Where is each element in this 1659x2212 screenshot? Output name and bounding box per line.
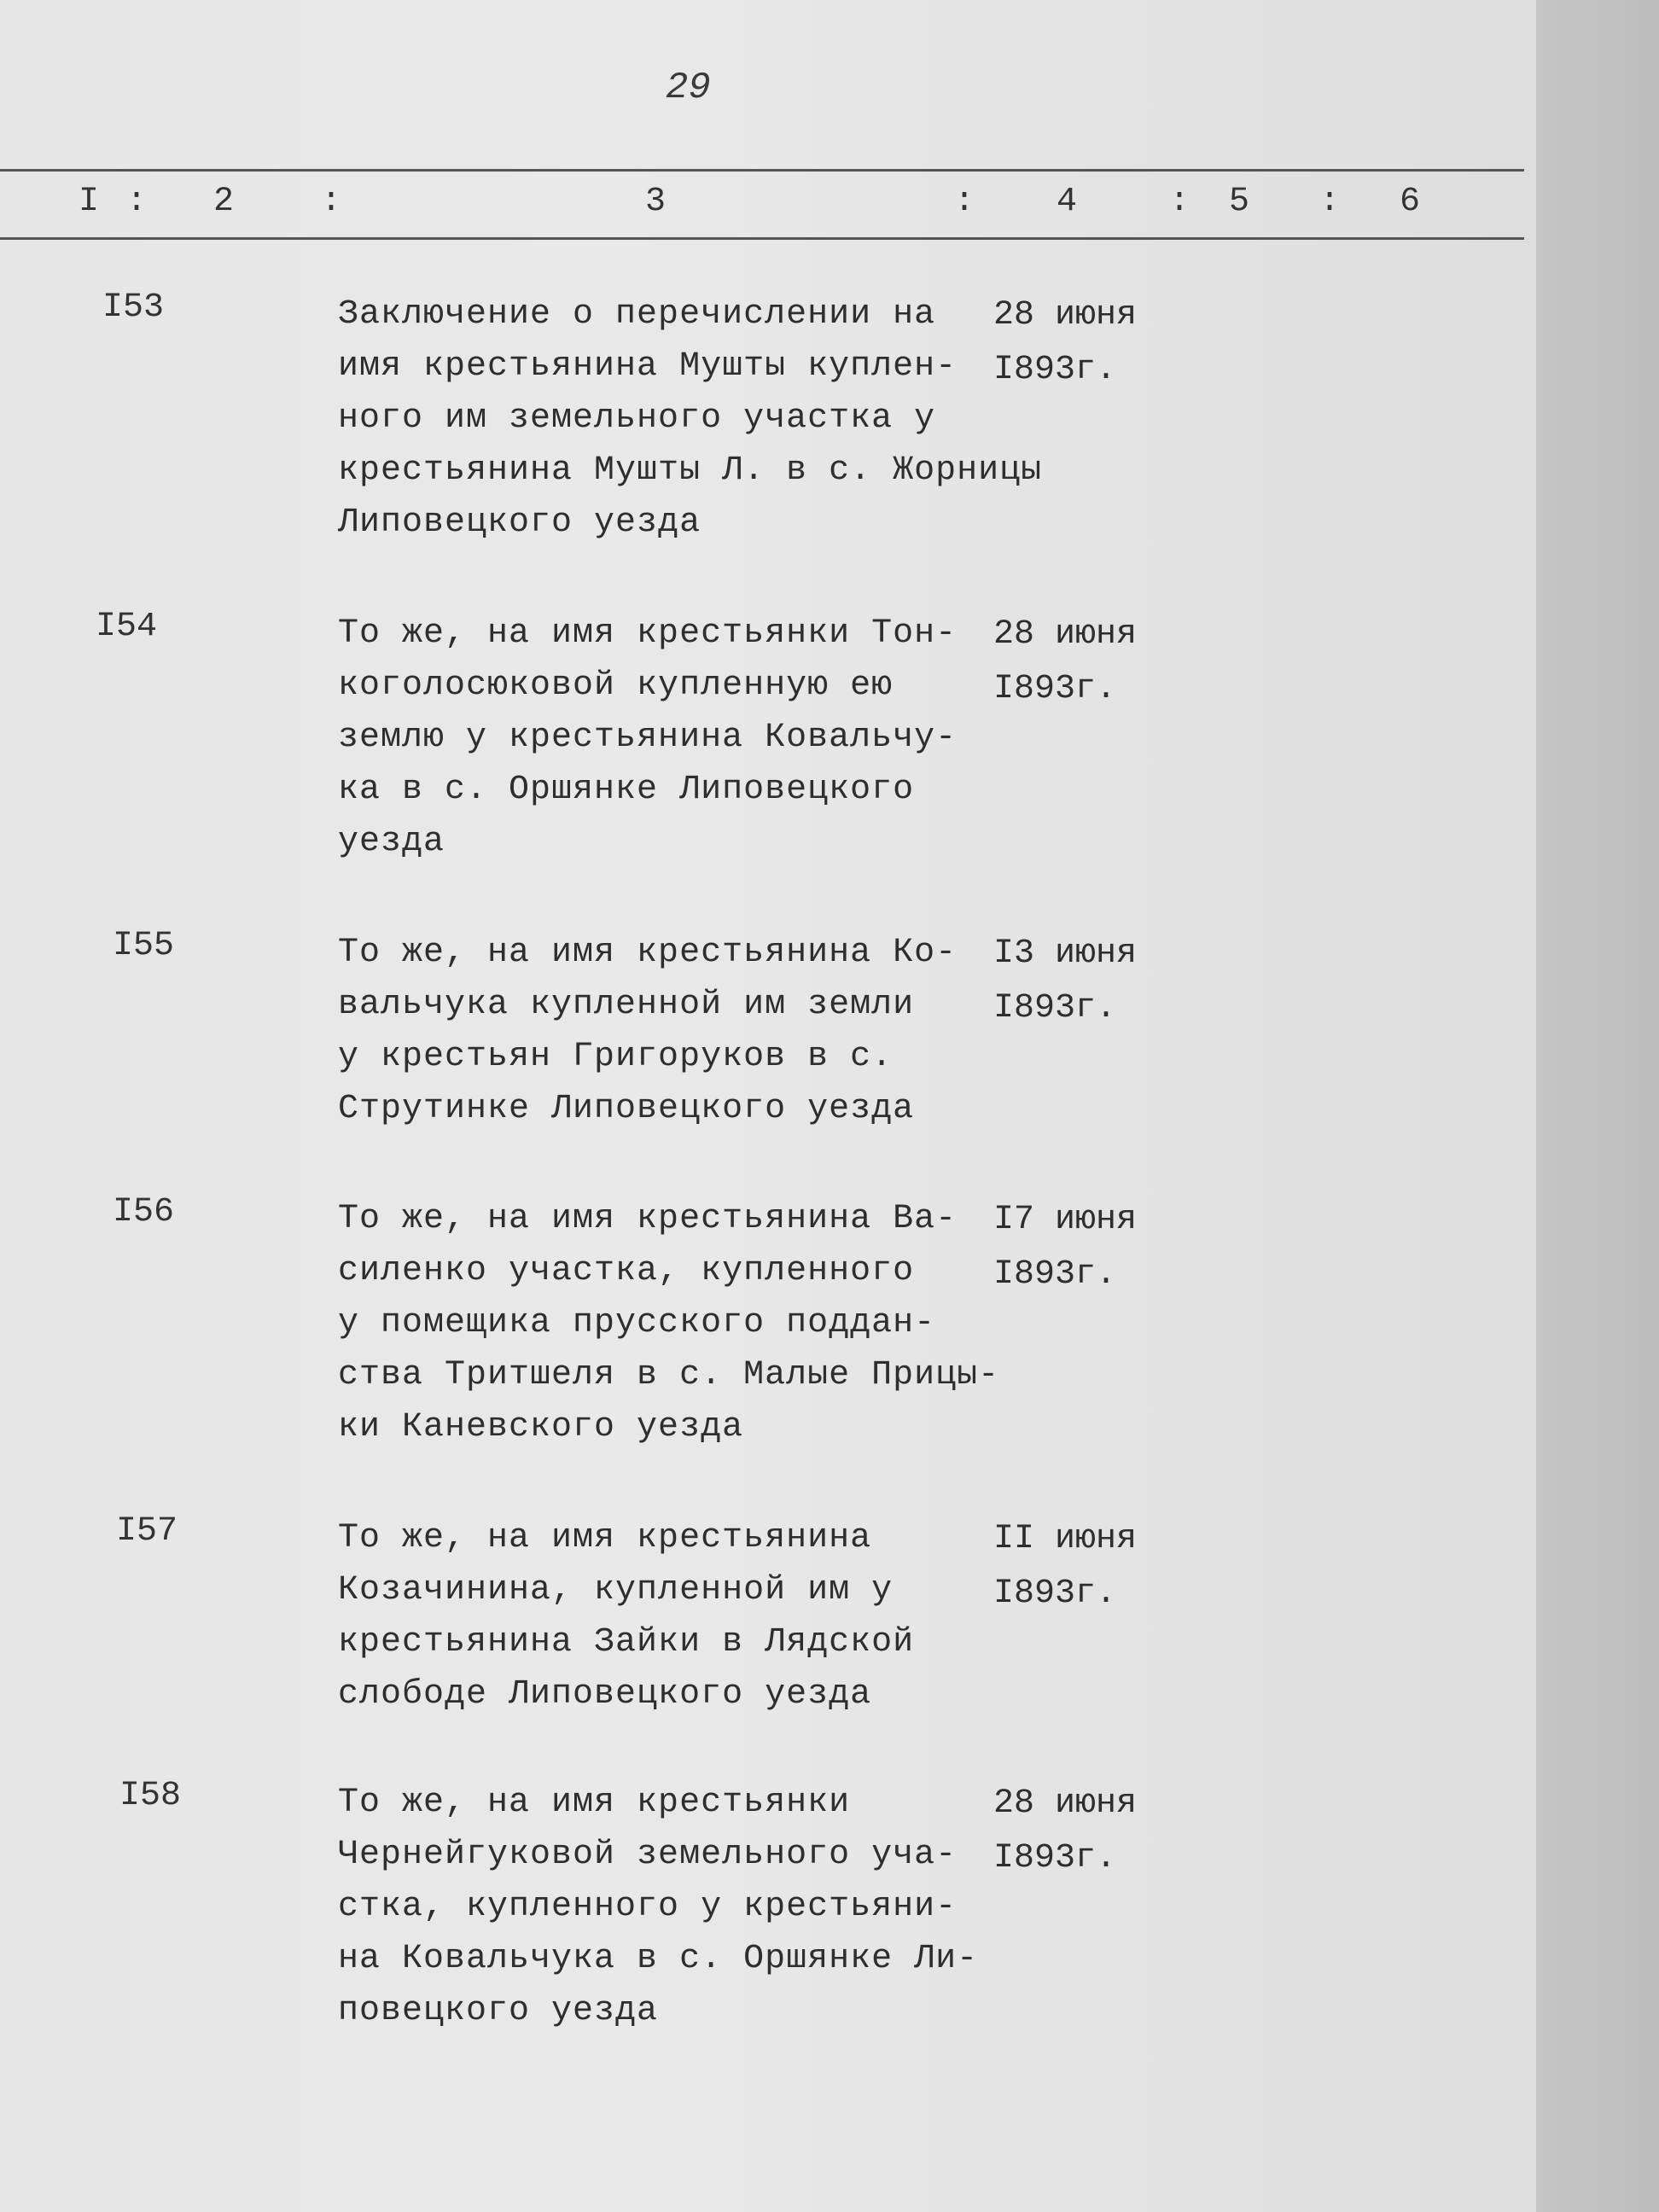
date-day: 28 июня	[993, 1784, 1138, 1823]
date-year: I893г.	[993, 1839, 1117, 1877]
description-line: крестьянина Мушты Л. в с. Жорницы	[338, 451, 1043, 490]
date-day: I7 июня	[993, 1201, 1138, 1239]
date-year: I893г.	[993, 670, 1117, 708]
entry-date	[993, 1193, 1137, 1302]
column-header-1: I	[79, 183, 100, 221]
entry-description	[338, 288, 1043, 549]
column-separator: :	[1319, 183, 1341, 221]
entry-number: I58	[119, 1777, 182, 1815]
description-line: То же, на имя крестьянина Ва-	[338, 1200, 958, 1238]
description-line: ки Каневского уезда	[338, 1408, 744, 1447]
entry-number: I54	[96, 608, 158, 646]
description-line: ного им земельного участка у	[338, 399, 936, 438]
entry-date	[993, 927, 1137, 1036]
description-line: Струтинке Липовецкого уезда	[338, 1090, 915, 1128]
entry-description	[338, 608, 1012, 868]
entry-date	[993, 1512, 1137, 1621]
description-line: слободе Липовецкого уезда	[338, 1675, 872, 1714]
date-year: I893г.	[993, 1575, 1117, 1613]
description-line: вальчука купленной им земли	[338, 986, 915, 1024]
description-line: Козачинина, купленной им у	[338, 1571, 894, 1610]
description-line: То же, на имя крестьянина	[338, 1519, 872, 1557]
entry-description	[338, 1193, 1012, 1453]
entry-number: I56	[113, 1193, 175, 1231]
description-line: у помещика прусского поддан-	[338, 1304, 936, 1342]
date-day: I3 июня	[993, 934, 1138, 973]
description-line: крестьянина Зайки в Лядской	[338, 1623, 915, 1662]
entry-description	[338, 1512, 1012, 1720]
description-line: стка, купленного у крестьяни-	[338, 1888, 958, 1926]
page-edge-shadow	[1536, 0, 1659, 2212]
description-line: у крестьян Григоруков в с.	[338, 1038, 894, 1076]
date-day: 28 июня	[993, 615, 1138, 654]
column-separator: :	[126, 183, 148, 221]
date-year: I893г.	[993, 1255, 1117, 1294]
description-line: имя крестьянина Мушты куплен-	[338, 347, 958, 386]
description-line: ка в с. Оршянке Липовецкого	[338, 771, 915, 809]
description-line: уезда	[338, 823, 445, 861]
column-separator: :	[954, 183, 975, 221]
entry-date	[993, 288, 1137, 398]
description-line: повецкого уезда	[338, 1992, 659, 2030]
entry-number: I53	[102, 288, 165, 327]
column-header-4: 4	[1057, 183, 1078, 221]
description-line: землю у крестьянина Ковальчу-	[338, 719, 958, 757]
description-line: Липовецкого уезда	[338, 504, 701, 542]
date-year: I893г.	[993, 989, 1117, 1027]
column-separator: :	[1169, 183, 1190, 221]
column-header-2: 2	[213, 183, 235, 221]
description-line: коголосюковой купленную ею	[338, 667, 894, 705]
column-separator: :	[321, 183, 342, 221]
description-line: То же, на имя крестьянки Тон-	[338, 614, 958, 653]
date-day: II июня	[993, 1520, 1138, 1558]
column-header-6: 6	[1400, 183, 1421, 221]
description-line: То же, на имя крестьянки	[338, 1784, 851, 1822]
entry-description	[338, 1777, 1012, 2037]
description-line: Заключение о перечислении на	[338, 295, 936, 334]
page-number: 29	[666, 67, 711, 109]
date-year: I893г.	[993, 351, 1117, 389]
column-header-5: 5	[1229, 183, 1250, 221]
entry-number: I57	[116, 1512, 178, 1551]
description-line: на Ковальчука в с. Оршянке Ли-	[338, 1940, 979, 1978]
description-line: силенко участка, купленного	[338, 1252, 915, 1290]
description-line: ства Тритшеля в с. Малые Прицы-	[338, 1356, 1000, 1394]
entry-date	[993, 608, 1137, 717]
description-line: То же, на имя крестьянина Ко-	[338, 934, 958, 972]
description-line: Чернейгуковой земельного уча-	[338, 1836, 958, 1874]
entry-description	[338, 927, 1012, 1135]
date-day: 28 июня	[993, 296, 1138, 335]
entry-date	[993, 1777, 1137, 1886]
entry-number: I55	[113, 927, 175, 965]
column-header-3: 3	[645, 183, 667, 221]
